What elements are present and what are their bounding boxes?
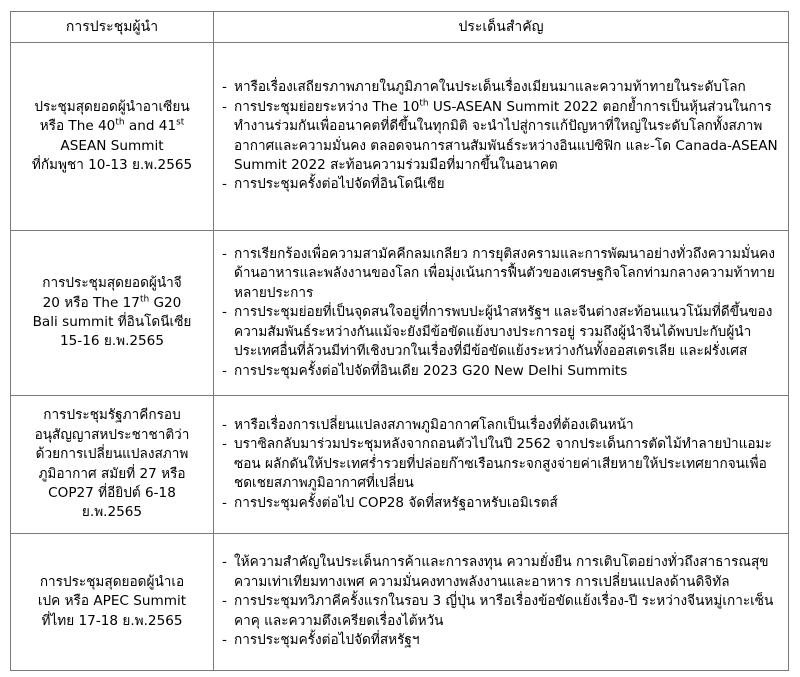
list-item: - การเรียกร้องเพื่อความสามัคคีกลมเกลียว การยุติสงครามและการพัฒนาอย่างทั่วถึงความมั่นคงด้านอาหารและพลังงานของโลก เพื่อมุ่งเน้นการฟื้นตัวของเศรษฐกิจโลกท่ามกลางความท้าทายหลายประการ [220, 245, 784, 303]
meeting-line: Bali summit ที่อินโดนีเซีย [32, 314, 192, 330]
list-item: - หารือเรื่องเสถียรภาพภายในภูมิภาคในประเด็นเรื่องเมียนมาและความท้าทายในระดับโลก [220, 78, 784, 97]
summits-table [10, 11, 789, 671]
meeting-line: ภูมิอากาศ สมัยที่ 27 หรือ [38, 465, 186, 482]
list-item: - การประชุมครั้งต่อไปจัดที่อินเดีย 2023 G20 New Delhi Summits [220, 362, 784, 381]
meeting-cell [11, 43, 214, 231]
header-row [11, 12, 789, 43]
meeting-line: 15-16 ย.พ.2565 [60, 333, 164, 350]
meeting-line: ASEAN Summit [60, 137, 164, 154]
table-row [11, 534, 789, 671]
meeting-line: การประชุมรัฐภาคีกรอบ [43, 407, 181, 424]
points-cell [214, 43, 789, 231]
meeting-line: COP27 ที่อียิปต์ 6-18 [48, 484, 176, 501]
points-cell [214, 231, 789, 396]
meeting-line: ย.พ.2565 [81, 504, 143, 521]
meeting-line: อนุสัญญาสหประชาชาติว่า [34, 426, 190, 443]
meeting-line: การประชุมสุดยอดผู้นำจี [42, 275, 182, 292]
meeting-cell [11, 534, 214, 671]
list-item: - หารือเรื่องการเปลี่ยนแปลงสภาพภูมิอากาศโลกเป็นเรื่องที่ต้องเดินหน้า [220, 416, 784, 435]
meeting-line: ประชุมสุดยอดผู้นำอาเซียน [34, 98, 190, 115]
list-item: - การประชุมย่อยระหว่าง The 10th US-ASEAN Summit 2022 ตอกย้ำการเป็นหุ้นส่วนในการทำงานร่วมกันเพื่ออนาคตที่ดีขึ้นในทุกมิติ จะนำไปสู่การแก้ปัญหาที่ใหญ่ในระดับโลกทั้งสภาพอากาศและความมั่นคง ตลอดจนการสานสัมพันธ์ระหว่างอินแปซิฟิก และ-โด Canada-ASEAN Summit 2022 สะท้อนความร่วมมือที่มากขึ้นในอนาคต [220, 98, 784, 176]
meeting-line: 20 หรือ The 17th G20 [42, 294, 182, 311]
table-row [11, 43, 789, 231]
meeting-line: หรือ The 40th and 41st [39, 117, 185, 135]
meeting-cell [11, 231, 214, 396]
meeting-line: เปค หรือ APEC Summit [37, 593, 187, 610]
table-row [11, 396, 789, 534]
list-item: - การประชุมทวิภาคีครั้งแรกในรอบ 3 ญี่ปุ่น หารือเรื่องข้อขัดแย้งเรื่อง-ปี ระหว่างจีนหมู่เกาะเซ็นคาคุ และความตึงเครียดเรื่องไต้หวัน [220, 592, 784, 631]
header-meeting: การประชุมผู้นำ [11, 12, 214, 43]
meeting-cell [11, 396, 214, 534]
list-item: - บราซิลกลับมาร่วมประชุมหลังจากถอนตัวไปในปี 2562 จากประเด็นการตัดไม้ทำลายป่าแอมะซอน ผลักดันให้ประเทศร่ำรวยที่ปล่อยก๊าซเรือนกระจกสูงจ่ายค่าเสียหายให้ประเทศยากจนเพื่อชดเชยสภาพภูมิอากาศที่เปลี่ยน [220, 435, 784, 493]
meeting-line: การประชุมสุดยอดผู้นำเอ [39, 573, 185, 590]
list-item: - การประชุมครั้งต่อไปจัดที่อินโดนีเซีย [220, 175, 784, 194]
meeting-line: ที่กัมพูชา 10-13 ย.พ.2565 [31, 156, 193, 173]
list-item: - ให้ความสำคัญในประเด็นการค้าและการลงทุน ความยั่งยืน การเติบโตอย่างทั่วถึงสาธารณสุข ความเท่าเทียมทางเพศ ความมั่นคงทางพลังงานและอาหาร การเปลี่ยนแปลงด้านดิจิทัล [220, 553, 784, 592]
meeting-line: ที่ไทย 17-18 ย.พ.2565 [41, 612, 183, 629]
points-cell [214, 534, 789, 671]
table-row [11, 231, 789, 396]
meeting-line: ด้วยการเปลี่ยนแปลงสภาพ [35, 446, 189, 463]
list-item: - การประชุมครั้งต่อไปจัดที่สหรัฐฯ [220, 631, 784, 650]
points-cell [214, 396, 789, 534]
list-item: - การประชุมย่อยที่เป็นจุดสนใจอยู่ที่การพบปะผู้นำสหรัฐฯ และจีนต่างสะท้อนแนวโน้มที่ดีขึ้นของความสัมพันธ์ระหว่างกันแม้จะยังมีข้อขัดแย้งบางประการอยู่ รวมถึงผู้นำจีนได้พบปะกับผู้นำประเทศอื่นที่ล้วนมีท่าทีเชิงบวกในเรื่องที่มีข้อขัดแย้งระหว่างกันทั้งออสเตรเลีย และฝรั่งเศส [220, 303, 784, 361]
list-item: - การประชุมครั้งต่อไป COP28 จัดที่สหรัฐอาหรับเอมิเรตส์ [220, 494, 784, 513]
header-key-issues: ประเด็นสำคัญ [214, 12, 789, 43]
